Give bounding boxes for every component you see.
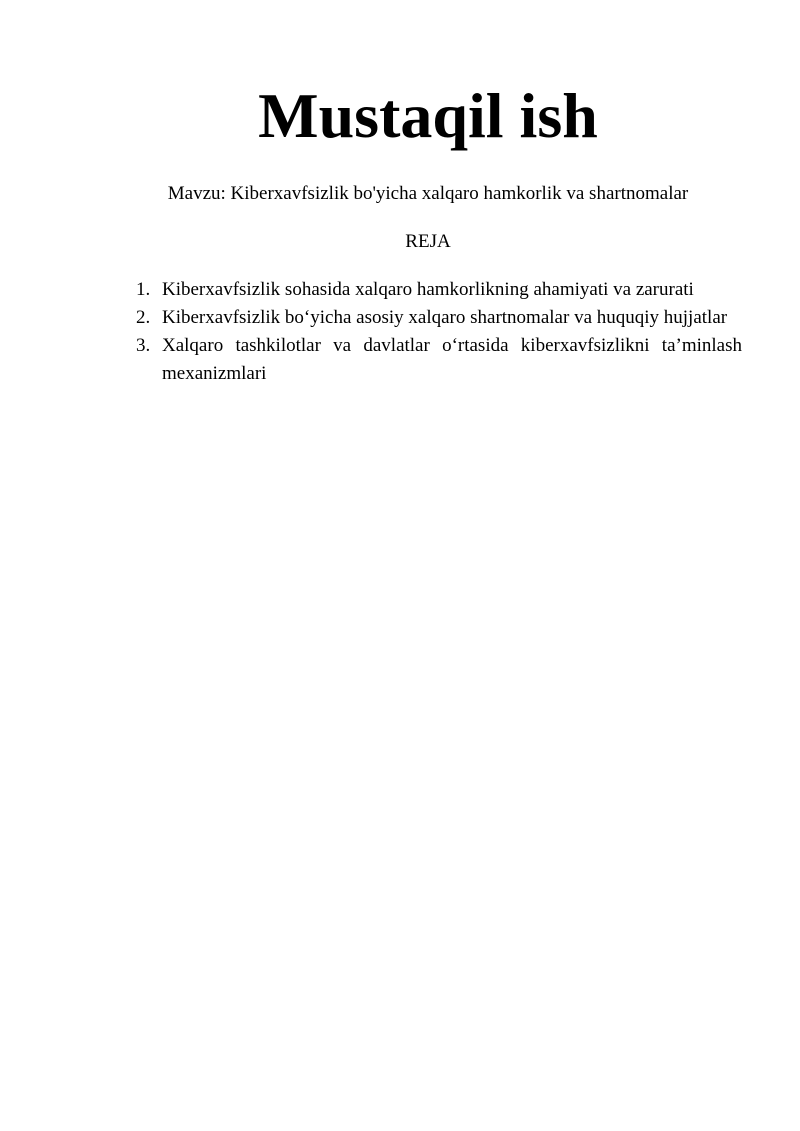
- plan-item-number: 3.: [136, 335, 151, 356]
- plan-item-text: Kiberxavfsizlik bo‘yicha asosiy xalqaro shartnomalar va huquqiy hujjatlar: [162, 307, 728, 328]
- plan-item-text: Xalqaro tashkilotlar va davlatlar o‘rtasida kiberxavfsizlikni ta’minlash mexanizmlari: [162, 335, 742, 384]
- plan-item: [136, 276, 742, 304]
- plan-item: [136, 332, 742, 388]
- document-title: Mustaqil ish: [258, 80, 598, 151]
- plan-heading: REJA: [405, 231, 451, 252]
- plan-list: [136, 276, 742, 388]
- document-subject: Mavzu: Kiberxavfsizlik bo'yicha xalqaro hamkorlik va shartnomalar: [167, 183, 689, 204]
- plan-item-number: 2.: [136, 307, 151, 328]
- plan-item: [136, 304, 742, 332]
- plan-item-text: Kiberxavfsizlik sohasida xalqaro hamkorlikning ahamiyati va zarurati: [162, 279, 694, 300]
- plan-item-number: 1.: [136, 279, 151, 300]
